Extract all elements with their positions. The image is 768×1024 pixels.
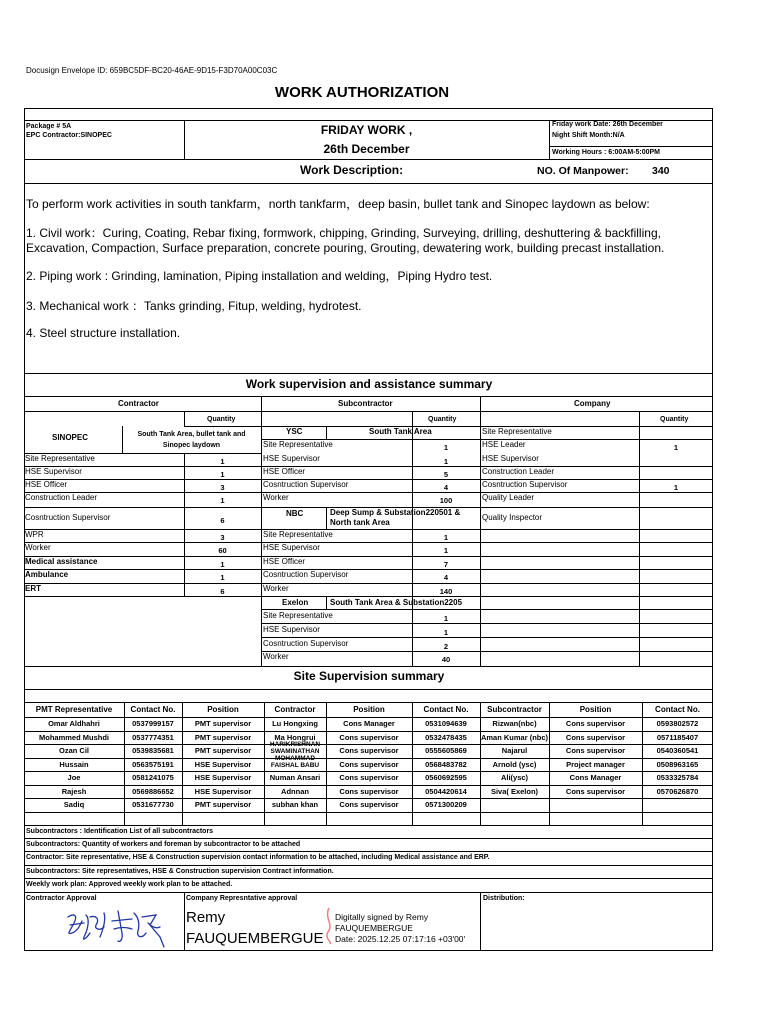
site-cell: Mohammed Mushdi (38, 734, 109, 742)
contractor-quantity: 6 (220, 587, 225, 596)
site-cell: 0570626870 (656, 788, 699, 796)
site-cell: PMT supervisor (194, 747, 252, 755)
site-cell: HSE Supervisor (194, 761, 252, 769)
site-cell: 0540360541 (656, 747, 699, 755)
supervision-summary-title: Work supervision and assistance summary (245, 377, 493, 391)
nbc-quantity: 7 (443, 560, 449, 569)
site-cell: Cons Manager (343, 720, 395, 728)
mechanical-work: 3. Mechanical work ：Tanks grinding, Fitup, welding, hydrotest. (26, 299, 362, 313)
site-cell: Cons supervisor (339, 801, 399, 809)
company-role: Site Representative (482, 427, 552, 436)
site-cell: 0571185407 (656, 734, 699, 742)
site-cell: Hussain (59, 761, 89, 769)
contractor-quantity: 1 (220, 457, 225, 466)
exelon-role: Cosntruction Supervisor (263, 639, 349, 648)
site-cell: 0531677730 (132, 801, 174, 809)
site-cell: 0537774351 (132, 734, 174, 742)
nbc-role: HSE Officer (263, 557, 306, 566)
site-supervision-title: Site Supervision summary (293, 669, 445, 683)
ysc-quantity: 1 (443, 457, 449, 466)
site-header-cell: Contact No. (423, 705, 469, 714)
contractor-quantity-header: Quantity (207, 416, 236, 423)
sinopec-area-line-2: Sinopec laydown (162, 442, 221, 449)
steel-structure: 4. Steel structure installation. (26, 326, 181, 340)
company-header: Company (574, 399, 611, 408)
company-quantity: 1 (673, 443, 679, 452)
site-cell: Aman Kumar (nbc) (480, 734, 549, 742)
distribution-label: Distribution: (483, 895, 525, 902)
company-role: HSE Leader (482, 440, 526, 449)
exelon-quantity: 1 (443, 628, 449, 637)
digital-signed-line-2: FAUQUEMBERGUE (335, 923, 413, 933)
ysc-quantity: 5 (443, 470, 449, 479)
note-line: Contractor: Site representative, HSE & Construction supervision contact information to be attached, including Medical assistance and ERP. (26, 854, 490, 861)
note-line: Subcontractors : Identification List of all subcontractors (26, 828, 214, 835)
site-cell: PMT supervisor (194, 734, 252, 742)
epc-contractor: EPC Contractor:SINOPEC (26, 132, 112, 139)
contractor-role: Medical assistance (25, 557, 98, 566)
site-cell: Numan Ansari (269, 774, 321, 782)
digital-signature-mark (322, 906, 336, 946)
company-approval-label: Company Represntative approval (186, 895, 298, 902)
site-cell: 0555605869 (425, 747, 467, 755)
site-cell: Rizwan(nbc) (492, 720, 537, 728)
site-cell: 0539835681 (132, 747, 174, 755)
contractor-quantity: 1 (220, 496, 225, 505)
site-cell: 0593802572 (656, 720, 699, 728)
site-cell: HARIKRISHNAN SWAMINATHAN (269, 741, 321, 755)
site-cell: Sadiq (63, 801, 85, 809)
contractor-role: Worker (25, 543, 51, 552)
site-cell: Cons supervisor (339, 774, 399, 782)
site-cell: 0569886652 (132, 788, 174, 796)
civil-work-line-2: Excavation, Compaction, Surface preparation, concrete pouring, Grouting, dewatering work, building precast installation. (26, 241, 665, 255)
site-cell: Adnnan (281, 788, 309, 796)
site-cell: 0532478435 (425, 734, 467, 742)
site-cell: Omar Aldhahri (48, 720, 100, 728)
site-cell: Ozan Cil (58, 747, 89, 755)
site-header-cell: Contact No. (130, 705, 176, 714)
contractor-role: HSE Supervisor (25, 467, 82, 476)
site-header-cell: PMT Representative (35, 705, 113, 714)
site-cell: Cons supervisor (565, 788, 626, 796)
digital-signed-date: Date: 2025.12.25 07:17:16 +03'00' (335, 934, 466, 944)
site-cell: PMT supervisor (194, 720, 252, 728)
exelon-quantity: 1 (443, 614, 449, 623)
work-description-label: Work Description: (300, 163, 404, 177)
exelon-role: Site Representative (263, 611, 333, 620)
site-cell: 0563575191 (132, 761, 174, 769)
company-role: HSE Supervisor (482, 454, 539, 463)
piping-work: 2. Piping work : Grinding, lamination, Piping installation and welding，Piping Hydro test. (26, 269, 493, 283)
site-cell: subhan khan (271, 801, 319, 809)
ysc-area: South Tank Area (369, 427, 432, 436)
contractor-header: Contractor (118, 399, 159, 408)
exelon-quantity: 2 (443, 642, 449, 651)
nbc-quantity: 1 (443, 533, 449, 542)
site-cell: Cons supervisor (339, 734, 399, 742)
site-cell: 0571300209 (425, 801, 467, 809)
ysc-quantity: 4 (443, 483, 449, 492)
exelon-area: South Tank Area & Substation2205 (330, 598, 463, 607)
company-quantity-header: Quantity (660, 416, 689, 423)
subcontractor-header: Subcontractor (338, 399, 393, 408)
nbc-quantity: 140 (439, 587, 453, 596)
site-cell: Cons supervisor (339, 747, 399, 755)
site-cell: Arnold (ysc) (492, 761, 537, 769)
ysc-role: Site Representative (263, 440, 333, 449)
note-line: Subcontractors: Site representatives, HSE & Construction supervision Contract information. (26, 868, 334, 875)
ysc-quantity: 100 (439, 496, 453, 505)
site-cell: Cons supervisor (565, 747, 626, 755)
digital-signed-line-1: Digitally signed by Remy (335, 912, 429, 922)
contractor-role: ERT (25, 584, 41, 593)
contractor-signature (60, 903, 170, 949)
site-cell: 0531094639 (425, 720, 467, 728)
exelon-label: Exelon (282, 598, 309, 607)
working-hours: Working Hours : 6:00AM-5:00PM (552, 149, 660, 156)
site-cell: MOHAMMAD FAISHAL BABU (270, 755, 320, 769)
contractor-quantity: 6 (220, 516, 225, 525)
nbc-role: HSE Supervisor (263, 543, 320, 552)
sinopec-label: SINOPEC (52, 433, 89, 442)
page-title: WORK AUTHORIZATION (274, 84, 450, 101)
company-quantity: 1 (673, 483, 679, 492)
contractor-quantity: 60 (218, 546, 227, 555)
site-cell: Cons supervisor (339, 761, 399, 769)
work-intro: To perform work activities in south tankfarm，north tankfarm，deep basin, bullet tank and Sinopec laydown as below: (26, 197, 650, 211)
site-cell: 0568483782 (425, 761, 467, 769)
site-cell: 0560692595 (425, 774, 467, 782)
contractor-role: Site Representative (25, 454, 95, 463)
signer-first-name: Remy (186, 909, 226, 926)
site-cell: Joe (67, 774, 81, 782)
envelope-id: Docusign Envelope ID: 659BC5DF-BC20-46AE-9D15-F3D70A00C03C (26, 66, 278, 75)
site-cell: Cons Manager (569, 774, 622, 782)
contractor-role: Ambulance (25, 570, 69, 579)
contractor-role: Construction Leader (25, 493, 98, 502)
contractor-role: HSE Officer (25, 480, 68, 489)
nbc-role: Site Representative (263, 530, 333, 539)
subcontractor-quantity-header: Quantity (428, 416, 457, 423)
nbc-role: Cosntruction Supervisor (263, 570, 349, 579)
site-cell: HSE Supervisor (194, 788, 252, 796)
contractor-quantity: 1 (220, 573, 225, 582)
nbc-label: NBC (286, 509, 304, 518)
site-cell: Cons supervisor (339, 788, 399, 796)
site-cell: Najarul (501, 747, 528, 755)
nbc-area-line-1: Deep Sump & Substation220501 & (330, 508, 461, 517)
site-cell: Lu Hongxing (272, 720, 318, 728)
site-cell: Cons supervisor (565, 734, 626, 742)
ysc-role: HSE Supervisor (263, 454, 320, 463)
site-header-cell: Position (207, 705, 239, 714)
site-header-cell: Position (579, 705, 612, 714)
ysc-label: YSC (286, 427, 303, 436)
ysc-role: Worker (263, 493, 289, 502)
exelon-role: Worker (263, 652, 289, 661)
company-role: Quality Leader (482, 493, 535, 502)
site-cell: Ali(ysc) (500, 774, 529, 782)
site-cell: 0537999157 (132, 720, 174, 728)
manpower-label: NO. Of Manpower: (537, 165, 629, 177)
site-header-cell: Contact No. (655, 705, 700, 714)
site-cell: 0533325784 (656, 774, 699, 782)
site-cell: 0508963165 (656, 761, 699, 769)
signer-last-name: FAUQUEMBERGUE (186, 930, 324, 947)
note-line: Weekly work plan: Approved weekly work plan to be attached. (26, 881, 233, 888)
package-number: Package # 5A (26, 123, 72, 130)
nbc-quantity: 4 (443, 573, 449, 582)
contractor-role: Cosntruction Supervisor (25, 513, 111, 522)
note-line: Subcontractors: Quantity of workers and foreman by subcontractor to be attached (26, 841, 301, 848)
contractor-quantity: 3 (220, 483, 225, 492)
header-day: FRIDAY WORK , (320, 123, 413, 137)
site-cell: 0504420614 (425, 788, 467, 796)
company-role: Quality Inspector (482, 513, 543, 522)
contractor-quantity: 1 (220, 560, 225, 569)
night-shift-month: Night Shift Month:N/A (552, 132, 625, 139)
site-cell: Ma Hongrui (274, 734, 316, 742)
ysc-role: HSE Officer (263, 467, 306, 476)
nbc-quantity: 1 (443, 546, 449, 555)
header-date: 26th December (323, 142, 410, 156)
site-header-cell: Contractor (274, 705, 316, 714)
site-header-cell: Position (353, 705, 385, 714)
site-header-cell: Subcontractor (487, 705, 542, 714)
contractor-approval-label: Contrractor Approval (26, 895, 97, 902)
contractor-role: WPR (25, 530, 44, 539)
site-cell: Rajesh (61, 788, 87, 796)
site-cell: Cons supervisor (565, 720, 626, 728)
company-role: Construction Leader (482, 467, 555, 476)
civil-work-line-1: 1. Civil work：Curing, Coating, Rebar fixing, formwork, chipping, Grinding, Surveying, drilling, deshuttering & backfilling, (26, 226, 661, 240)
manpower-value: 340 (652, 165, 670, 177)
site-cell: Project manager (566, 761, 625, 769)
friday-work-date: Friday work Date: 26th December (552, 121, 663, 128)
ysc-quantity: 1 (443, 443, 449, 452)
ysc-role: Cosntruction Supervisor (263, 480, 349, 489)
sinopec-area-line-1: South Tank Area, bullet tank and (137, 431, 246, 438)
site-cell: 0581241075 (132, 774, 174, 782)
exelon-role: HSE Supervisor (263, 625, 320, 634)
site-cell: Siva( Exelon) (490, 788, 539, 796)
site-cell: HSE Supervisor (194, 774, 252, 782)
nbc-role: Worker (263, 584, 289, 593)
contractor-quantity: 3 (220, 533, 225, 542)
nbc-area-line-2: North tank Area (330, 518, 390, 527)
site-cell: PMT supervisor (194, 801, 252, 809)
company-role: Cosntruction Supervisor (482, 480, 568, 489)
contractor-quantity: 1 (220, 470, 225, 479)
exelon-quantity: 40 (441, 655, 451, 664)
